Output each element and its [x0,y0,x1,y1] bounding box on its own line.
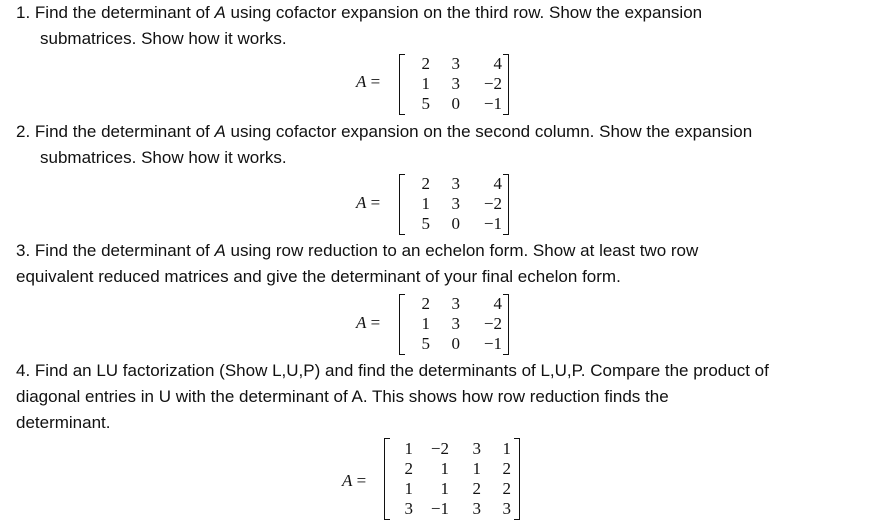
eq-sign: = [370,72,381,91]
matrix-cell: 4 [493,174,502,193]
matrix-cell: 2 [502,479,511,498]
matrix-cell: −2 [483,194,502,213]
matrix-cell: 2 [421,174,430,193]
problem-3-var: A [214,241,226,260]
matrix-cell: −1 [483,214,502,233]
matrix-4 [384,438,520,520]
matrix-cell: −1 [483,94,502,113]
matrix-cell: 2 [404,459,413,478]
matrix-cell: 3 [451,294,460,313]
matrix-cell: 3 [451,54,460,73]
matrix-cell: 2 [421,54,430,73]
matrix-label-3: A = [356,313,381,332]
problem-1-text-before: Find the determinant of [34,3,215,22]
problem-3-text-after: using row reduction to an echelon form. Show at least two row [225,241,699,260]
matrix-label-1: A = [356,72,381,91]
matrix-cell: 2 [421,294,430,313]
problem-4-line [16,358,769,384]
matrix-cell: −1 [483,334,502,353]
matrix-cell: 3 [451,74,460,93]
matrix-cell: 1 [404,479,413,498]
problem-2-number: 2. [16,122,31,141]
matrix-cell: 2 [502,459,511,478]
matrix-label-2: A = [356,193,381,212]
matrix-label-4: A = [342,471,367,490]
matrix-cell: 3 [472,499,481,518]
problem-3-text-before: Find the determinant of [34,241,215,260]
matrix-cell: 1 [440,459,449,478]
matrix-cell: 0 [451,334,460,353]
problem-1-var: A [214,3,226,22]
problem-2-var: A [214,122,226,141]
problem-1-number: 1. [16,3,31,22]
matrix-cell: 5 [421,94,430,113]
matrix-1 [399,54,509,115]
matrix-cell: 1 [421,74,430,93]
matrix-cell: 3 [472,439,481,458]
matrix-cell: −2 [483,74,502,93]
matrix-cell: 1 [404,439,413,458]
problem-4-number: 4. [16,361,31,380]
right-bracket [514,438,520,520]
problem-1-text-after: using cofactor expansion on the third row. Show the expansion [225,3,703,22]
matrix-cell: 3 [451,314,460,333]
matrix-cell: 3 [502,499,511,518]
matrix-cell: 1 [421,314,430,333]
matrix-cell: 3 [451,174,460,193]
matrix-cell: −2 [483,314,502,333]
matrix-2 [399,174,509,235]
problem-3-line [16,238,698,264]
matrix-cell: −1 [430,499,449,518]
matrix-cell: 5 [421,334,430,353]
matrix-cell: 4 [493,54,502,73]
problem-4-continuation: diagonal entries in U with the determinant of A. This shows how row reduction finds the [16,387,669,406]
problem-2-text-before: Find the determinant of [34,122,215,141]
matrix-3 [399,294,509,355]
matrix-cell: 3 [451,194,460,213]
problem-1-continuation: submatrices. Show how it works. [40,29,287,48]
matrix-cell: 0 [451,214,460,233]
matrix-cell: 4 [493,294,502,313]
matrix-cell: 1 [421,194,430,213]
matrix-cell: 1 [472,459,481,478]
problem-4-continuation-2: determinant. [16,413,111,432]
problem-1-line [16,0,702,26]
matrix-cell: −2 [430,439,449,458]
problem-2-line [16,119,752,145]
problem-3-number: 3. [16,241,31,260]
matrix-cell: 3 [404,499,413,518]
matrix-cell: 1 [440,479,449,498]
problem-4-text: Find an LU factorization (Show L,U,P) and find the determinants of L,U,P. Compare the product of [34,361,769,380]
problem-2-text-after: using cofactor expansion on the second column. Show the expansion [225,122,753,141]
matrix-cell: 0 [451,94,460,113]
matrix-cell: 1 [502,439,511,458]
problem-2-continuation: submatrices. Show how it works. [40,148,287,167]
problem-3-continuation: equivalent reduced matrices and give the determinant of your final echelon form. [16,267,621,286]
matrix-cell: 5 [421,214,430,233]
matrix-cell: 2 [472,479,481,498]
